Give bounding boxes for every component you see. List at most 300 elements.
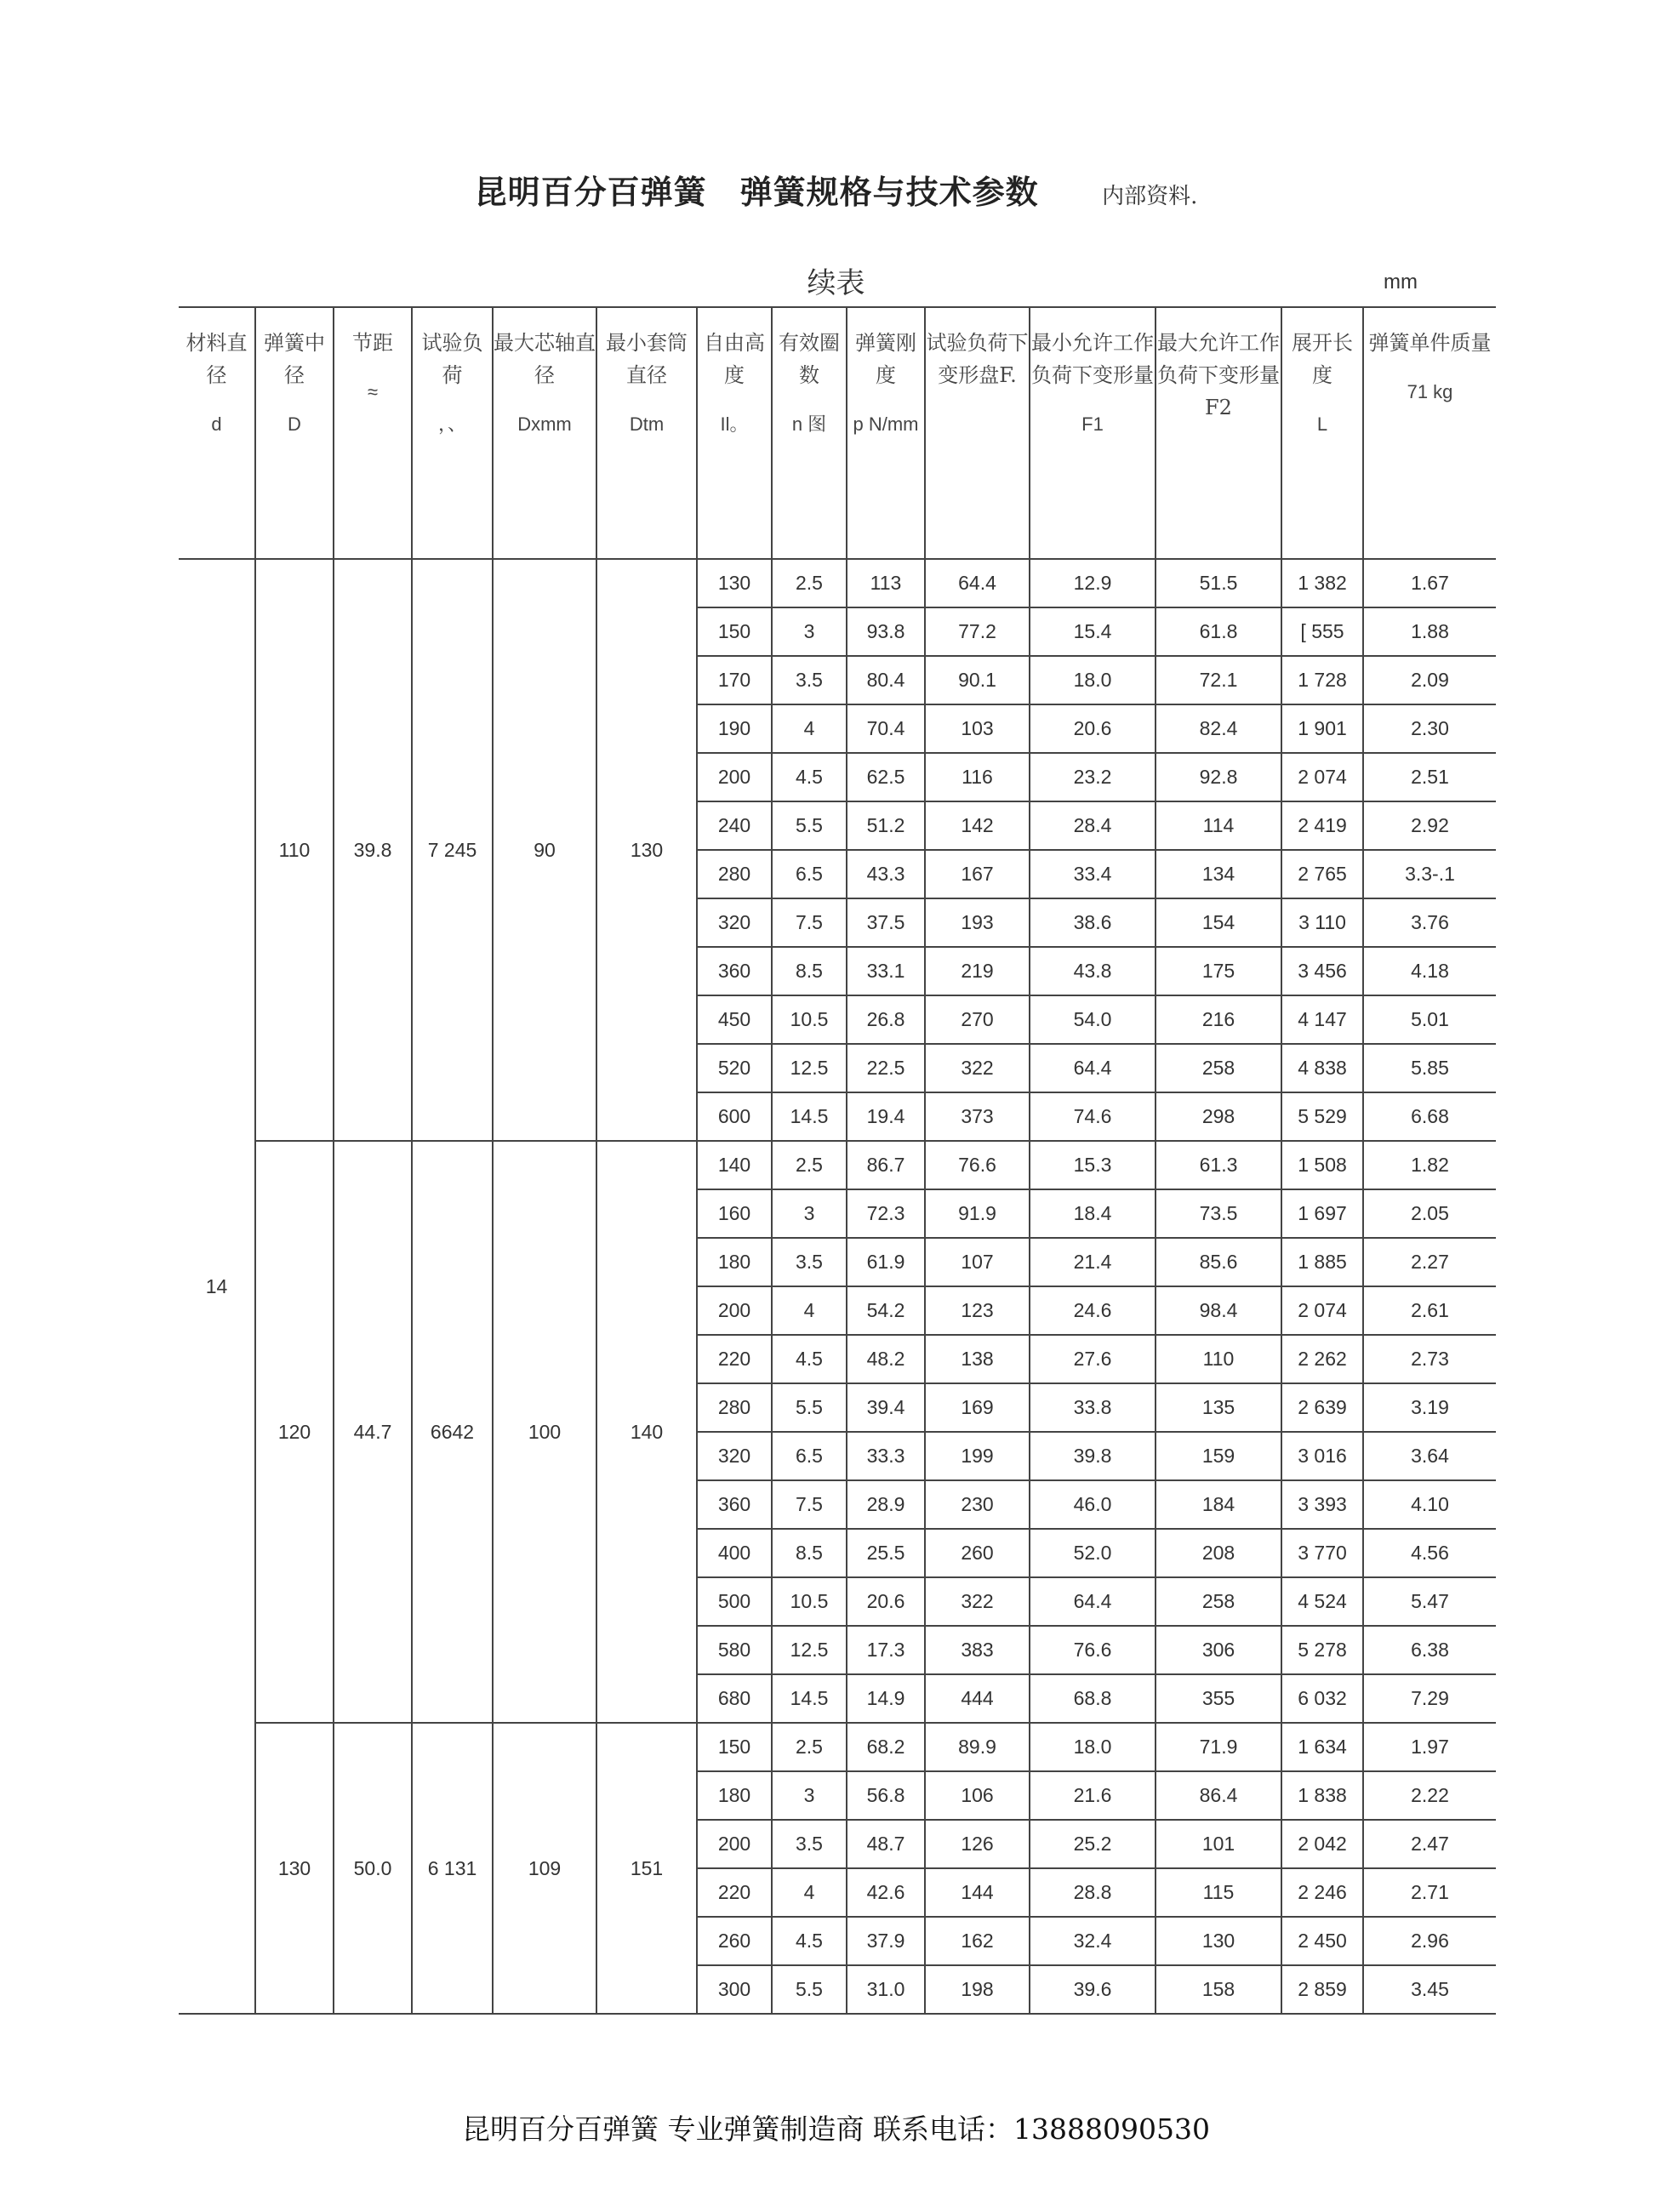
table-cell: 5.5 bbox=[772, 801, 847, 850]
table-cell: 33.8 bbox=[1030, 1383, 1156, 1432]
table-cell: 2 639 bbox=[1281, 1383, 1363, 1432]
table-cell: 90.1 bbox=[925, 656, 1030, 704]
table-cell: 2.05 bbox=[1363, 1189, 1496, 1238]
group-cell-D: 110 bbox=[255, 559, 334, 1141]
table-cell: 2.51 bbox=[1363, 753, 1496, 801]
column-header-symbol: ，、 bbox=[437, 413, 466, 435]
table-cell: 2.61 bbox=[1363, 1286, 1496, 1335]
table-cell: 1.97 bbox=[1363, 1723, 1496, 1771]
table-cell: 31.0 bbox=[847, 1965, 925, 2014]
table-cell: 1.82 bbox=[1363, 1141, 1496, 1189]
table-cell: 86.4 bbox=[1156, 1771, 1281, 1820]
table-cell: 68.8 bbox=[1030, 1674, 1156, 1723]
column-header-label: 最小套筒直径 bbox=[606, 331, 688, 387]
table-cell: 3 110 bbox=[1281, 898, 1363, 947]
table-cell: 98.4 bbox=[1156, 1286, 1281, 1335]
table-cell: 2 042 bbox=[1281, 1820, 1363, 1868]
column-header bbox=[925, 307, 1030, 559]
table-cell: 26.8 bbox=[847, 995, 925, 1044]
table-cell: 33.1 bbox=[847, 947, 925, 995]
table-cell: 3 bbox=[772, 607, 847, 656]
table-cell: 184 bbox=[1156, 1480, 1281, 1529]
table-cell: 110 bbox=[1156, 1335, 1281, 1383]
table-row bbox=[179, 1141, 1496, 1189]
table-cell: 355 bbox=[1156, 1674, 1281, 1723]
table-cell: 39.8 bbox=[1030, 1432, 1156, 1480]
table-cell: 1 697 bbox=[1281, 1189, 1363, 1238]
table-cell: 43.3 bbox=[847, 850, 925, 898]
table-cell: 2.5 bbox=[772, 559, 847, 607]
table-cell: 2.27 bbox=[1363, 1238, 1496, 1286]
table-cell: 175 bbox=[1156, 947, 1281, 995]
table-cell: 2 262 bbox=[1281, 1335, 1363, 1383]
table-cell: 322 bbox=[925, 1577, 1030, 1626]
table-cell: 444 bbox=[925, 1674, 1030, 1723]
table-cell: 10.5 bbox=[772, 1577, 847, 1626]
table-cell: 2.47 bbox=[1363, 1820, 1496, 1868]
table-cell: 76.6 bbox=[1030, 1626, 1156, 1674]
table-cell: 320 bbox=[697, 1432, 772, 1480]
table-cell: 180 bbox=[697, 1771, 772, 1820]
table-cell: 360 bbox=[697, 1480, 772, 1529]
column-header bbox=[847, 307, 925, 559]
column-header-symbol: F1 bbox=[1081, 413, 1104, 435]
column-header-label: 材料直径 bbox=[185, 331, 248, 387]
table-cell: 320 bbox=[697, 898, 772, 947]
table-cell: 130 bbox=[697, 559, 772, 607]
table-cell: 3 bbox=[772, 1771, 847, 1820]
table-cell: 23.2 bbox=[1030, 753, 1156, 801]
column-header-symbol: Dxmm bbox=[517, 413, 572, 435]
table-cell: 37.9 bbox=[847, 1917, 925, 1965]
table-cell: 114 bbox=[1156, 801, 1281, 850]
column-header bbox=[1363, 307, 1496, 559]
column-header-label: 试验负荷 bbox=[421, 331, 483, 387]
group-cell-load: 6 131 bbox=[412, 1723, 493, 2014]
column-header-label: 弹簧中径 bbox=[264, 331, 325, 387]
table-cell: 580 bbox=[697, 1626, 772, 1674]
table-cell: 208 bbox=[1156, 1529, 1281, 1577]
spec-table bbox=[179, 306, 1496, 2015]
table-cell: 54.0 bbox=[1030, 995, 1156, 1044]
table-cell: 51.2 bbox=[847, 801, 925, 850]
table-cell: 70.4 bbox=[847, 704, 925, 753]
table-cell: 1 508 bbox=[1281, 1141, 1363, 1189]
table-cell: 158 bbox=[1156, 1965, 1281, 2014]
table-cell: 159 bbox=[1156, 1432, 1281, 1480]
table-cell: 18.0 bbox=[1030, 1723, 1156, 1771]
table-cell: 2 450 bbox=[1281, 1917, 1363, 1965]
table-cell: 170 bbox=[697, 656, 772, 704]
column-header-symbol: D bbox=[288, 413, 301, 435]
table-cell: 107 bbox=[925, 1238, 1030, 1286]
table-cell: 4 838 bbox=[1281, 1044, 1363, 1092]
table-cell: 3 016 bbox=[1281, 1432, 1363, 1480]
table-cell: 4.10 bbox=[1363, 1480, 1496, 1529]
table-cell: 2.30 bbox=[1363, 704, 1496, 753]
table-cell: 199 bbox=[925, 1432, 1030, 1480]
table-cell: 190 bbox=[697, 704, 772, 753]
table-cell: 260 bbox=[697, 1917, 772, 1965]
table-cell: 5 278 bbox=[1281, 1626, 1363, 1674]
table-cell: 72.3 bbox=[847, 1189, 925, 1238]
table-cell: 25.2 bbox=[1030, 1820, 1156, 1868]
table-cell: 62.5 bbox=[847, 753, 925, 801]
table-cell: 37.5 bbox=[847, 898, 925, 947]
table-cell: 32.4 bbox=[1030, 1917, 1156, 1965]
column-header-label: 自由高度 bbox=[704, 331, 765, 387]
table-cell: 162 bbox=[925, 1917, 1030, 1965]
table-cell: 4.56 bbox=[1363, 1529, 1496, 1577]
table-cell: 4 524 bbox=[1281, 1577, 1363, 1626]
group-cell-D: 120 bbox=[255, 1141, 334, 1723]
column-header bbox=[1281, 307, 1363, 559]
table-cell: 219 bbox=[925, 947, 1030, 995]
table-cell: 220 bbox=[697, 1868, 772, 1917]
column-header-label: 弹簧刚度 bbox=[855, 331, 916, 387]
table-cell: 39.6 bbox=[1030, 1965, 1156, 2014]
table-cell: 12.5 bbox=[772, 1044, 847, 1092]
column-header bbox=[334, 307, 412, 559]
group-cell-pitch: 39.8 bbox=[334, 559, 412, 1141]
table-cell: 19.4 bbox=[847, 1092, 925, 1141]
column-header-symbol: Dtm bbox=[629, 413, 665, 435]
table-cell: 135 bbox=[1156, 1383, 1281, 1432]
table-cell: 74.6 bbox=[1030, 1092, 1156, 1141]
column-header bbox=[493, 307, 596, 559]
table-cell: 73.5 bbox=[1156, 1189, 1281, 1238]
table-cell: 400 bbox=[697, 1529, 772, 1577]
table-cell: 138 bbox=[925, 1335, 1030, 1383]
column-header-symbol: Il。 bbox=[720, 413, 749, 435]
table-cell: 3 456 bbox=[1281, 947, 1363, 995]
table-cell: 116 bbox=[925, 753, 1030, 801]
table-cell: 5.5 bbox=[772, 1965, 847, 2014]
table-cell: 198 bbox=[925, 1965, 1030, 2014]
table-cell: 2.09 bbox=[1363, 656, 1496, 704]
title-text: 昆明百分百弹簧 弹簧规格与技术参数 bbox=[474, 173, 1039, 211]
table-cell: 4.5 bbox=[772, 753, 847, 801]
column-header bbox=[255, 307, 334, 559]
table-cell: 1 382 bbox=[1281, 559, 1363, 607]
column-header-symbol: 71 kg bbox=[1407, 381, 1453, 402]
table-cell: 7.5 bbox=[772, 1480, 847, 1529]
table-cell: 220 bbox=[697, 1335, 772, 1383]
table-cell: 2 074 bbox=[1281, 1286, 1363, 1335]
column-header-label: 最大芯轴直径 bbox=[494, 331, 596, 387]
table-cell: 86.7 bbox=[847, 1141, 925, 1189]
table-cell: 85.6 bbox=[1156, 1238, 1281, 1286]
material-diameter-cell: 14 bbox=[179, 559, 255, 2014]
table-cell: 126 bbox=[925, 1820, 1030, 1868]
table-cell: 93.8 bbox=[847, 607, 925, 656]
table-cell: 150 bbox=[697, 607, 772, 656]
table-cell: 1 728 bbox=[1281, 656, 1363, 704]
table-cell: 48.2 bbox=[847, 1335, 925, 1383]
table-cell: 33.4 bbox=[1030, 850, 1156, 898]
table-cell: 258 bbox=[1156, 1577, 1281, 1626]
table-cell: 18.4 bbox=[1030, 1189, 1156, 1238]
table-cell: 2.96 bbox=[1363, 1917, 1496, 1965]
table-cell: 5.47 bbox=[1363, 1577, 1496, 1626]
table-cell: 6.5 bbox=[772, 850, 847, 898]
continued-label: 续表 bbox=[807, 266, 865, 300]
table-cell: 3.19 bbox=[1363, 1383, 1496, 1432]
table-cell: 3 393 bbox=[1281, 1480, 1363, 1529]
table-cell: 27.6 bbox=[1030, 1335, 1156, 1383]
table-cell: 2.92 bbox=[1363, 801, 1496, 850]
table-cell: 3.5 bbox=[772, 1238, 847, 1286]
table-cell: 52.0 bbox=[1030, 1529, 1156, 1577]
table-cell: 80.4 bbox=[847, 656, 925, 704]
table-cell: 4.18 bbox=[1363, 947, 1496, 995]
table-cell: 1.67 bbox=[1363, 559, 1496, 607]
table-cell: 2.5 bbox=[772, 1723, 847, 1771]
page-title bbox=[0, 166, 1672, 213]
footer-contact: 昆明百分百弹簧 专业弹簧制造商 联系电话：13888090530 bbox=[462, 2112, 1210, 2146]
table-cell: 5.5 bbox=[772, 1383, 847, 1432]
table-cell: 64.4 bbox=[925, 559, 1030, 607]
table-cell: 1 885 bbox=[1281, 1238, 1363, 1286]
table-cell: 3.76 bbox=[1363, 898, 1496, 947]
table-cell: 270 bbox=[925, 995, 1030, 1044]
table-cell: 216 bbox=[1156, 995, 1281, 1044]
table-cell: 154 bbox=[1156, 898, 1281, 947]
table-cell: 322 bbox=[925, 1044, 1030, 1092]
table-cell: 46.0 bbox=[1030, 1480, 1156, 1529]
table-cell: 300 bbox=[697, 1965, 772, 2014]
table-cell: 130 bbox=[1156, 1917, 1281, 1965]
table-cell: 51.5 bbox=[1156, 559, 1281, 607]
table-cell: 2.22 bbox=[1363, 1771, 1496, 1820]
table-cell: 15.4 bbox=[1030, 607, 1156, 656]
table-cell: 240 bbox=[697, 801, 772, 850]
table-cell: 123 bbox=[925, 1286, 1030, 1335]
table-cell: 4.5 bbox=[772, 1335, 847, 1383]
table-cell: 56.8 bbox=[847, 1771, 925, 1820]
column-header-label: 展开长度 bbox=[1292, 331, 1353, 387]
table-cell: 180 bbox=[697, 1238, 772, 1286]
table-cell: 14.5 bbox=[772, 1674, 847, 1723]
table-cell: 64.4 bbox=[1030, 1044, 1156, 1092]
column-header bbox=[412, 307, 493, 559]
table-cell: 3 770 bbox=[1281, 1529, 1363, 1577]
table-cell: 3 bbox=[772, 1189, 847, 1238]
group-cell-load: 6642 bbox=[412, 1141, 493, 1723]
table-cell: 20.6 bbox=[1030, 704, 1156, 753]
table-cell: 3.5 bbox=[772, 656, 847, 704]
table-cell: 5.01 bbox=[1363, 995, 1496, 1044]
column-header bbox=[179, 307, 255, 559]
table-cell: 6.38 bbox=[1363, 1626, 1496, 1674]
group-cell-pitch: 50.0 bbox=[334, 1723, 412, 2014]
table-cell: 200 bbox=[697, 1820, 772, 1868]
column-header-symbol: n 图 bbox=[791, 413, 827, 435]
group-cell-dx: 100 bbox=[493, 1141, 596, 1723]
table-cell: 115 bbox=[1156, 1868, 1281, 1917]
table-cell: 3.45 bbox=[1363, 1965, 1496, 2014]
table-row bbox=[179, 1723, 1496, 1771]
table-cell: 61.3 bbox=[1156, 1141, 1281, 1189]
table-cell: 21.4 bbox=[1030, 1238, 1156, 1286]
table-cell: 7.29 bbox=[1363, 1674, 1496, 1723]
internal-note: 内部资料. bbox=[1102, 184, 1198, 209]
table-cell: 91.9 bbox=[925, 1189, 1030, 1238]
group-cell-dt: 130 bbox=[596, 559, 697, 1141]
table-cell: 21.6 bbox=[1030, 1771, 1156, 1820]
group-cell-dt: 151 bbox=[596, 1723, 697, 2014]
table-cell: 82.4 bbox=[1156, 704, 1281, 753]
group-cell-pitch: 44.7 bbox=[334, 1141, 412, 1723]
column-header bbox=[596, 307, 697, 559]
table-cell: 5.85 bbox=[1363, 1044, 1496, 1092]
table-cell: 14.9 bbox=[847, 1674, 925, 1723]
table-cell: 280 bbox=[697, 850, 772, 898]
column-header-label: 最大允许工作负荷下变形量F2 bbox=[1157, 331, 1280, 419]
column-header-label: 弹簧单件质量 bbox=[1368, 331, 1492, 355]
table-cell: 2 074 bbox=[1281, 753, 1363, 801]
table-cell: 383 bbox=[925, 1626, 1030, 1674]
table-cell: 33.3 bbox=[847, 1432, 925, 1480]
table-cell: 3.64 bbox=[1363, 1432, 1496, 1480]
table-cell: 48.7 bbox=[847, 1820, 925, 1868]
table-cell: 4 bbox=[772, 704, 847, 753]
table-row bbox=[179, 559, 1496, 607]
table-cell: 6.5 bbox=[772, 1432, 847, 1480]
table-cell: 142 bbox=[925, 801, 1030, 850]
table-cell: 1 901 bbox=[1281, 704, 1363, 753]
table-cell: 1.88 bbox=[1363, 607, 1496, 656]
column-header-symbol: p N/mm bbox=[853, 413, 919, 435]
table-cell: 260 bbox=[925, 1529, 1030, 1577]
table-cell: 520 bbox=[697, 1044, 772, 1092]
table-cell: 230 bbox=[925, 1480, 1030, 1529]
table-cell: 7.5 bbox=[772, 898, 847, 947]
table-cell: 193 bbox=[925, 898, 1030, 947]
table-cell: 2 246 bbox=[1281, 1868, 1363, 1917]
table-cell: 28.4 bbox=[1030, 801, 1156, 850]
table-cell: 6 032 bbox=[1281, 1674, 1363, 1723]
table-cell: [ 555 bbox=[1281, 607, 1363, 656]
table-cell: 160 bbox=[697, 1189, 772, 1238]
table-cell: 1 838 bbox=[1281, 1771, 1363, 1820]
table-cell: 2.5 bbox=[772, 1141, 847, 1189]
unit-label: mm bbox=[1384, 271, 1418, 294]
column-header-label: 有效圈数 bbox=[779, 331, 840, 387]
column-header bbox=[697, 307, 772, 559]
table-cell: 15.3 bbox=[1030, 1141, 1156, 1189]
table-cell: 10.5 bbox=[772, 995, 847, 1044]
table-cell: 8.5 bbox=[772, 947, 847, 995]
column-header-label: 最小允许工作负荷下变形量 bbox=[1031, 331, 1154, 387]
table-cell: 258 bbox=[1156, 1044, 1281, 1092]
column-header-label: 试验负荷下变形盘F. bbox=[926, 331, 1029, 387]
group-cell-D: 130 bbox=[255, 1723, 334, 2014]
table-cell: 5 529 bbox=[1281, 1092, 1363, 1141]
table-cell: 20.6 bbox=[847, 1577, 925, 1626]
column-header-symbol: ≈ bbox=[367, 381, 379, 402]
table-cell: 14.5 bbox=[772, 1092, 847, 1141]
table-cell: 101 bbox=[1156, 1820, 1281, 1868]
table-cell: 17.3 bbox=[847, 1626, 925, 1674]
table-cell: 8.5 bbox=[772, 1529, 847, 1577]
table-cell: 1 634 bbox=[1281, 1723, 1363, 1771]
table-cell: 38.6 bbox=[1030, 898, 1156, 947]
table-cell: 68.2 bbox=[847, 1723, 925, 1771]
table-cell: 89.9 bbox=[925, 1723, 1030, 1771]
table-cell: 144 bbox=[925, 1868, 1030, 1917]
table-cell: 43.8 bbox=[1030, 947, 1156, 995]
table-cell: 280 bbox=[697, 1383, 772, 1432]
table-cell: 25.5 bbox=[847, 1529, 925, 1577]
table-cell: 71.9 bbox=[1156, 1723, 1281, 1771]
table-cell: 2 765 bbox=[1281, 850, 1363, 898]
table-cell: 61.8 bbox=[1156, 607, 1281, 656]
table-cell: 200 bbox=[697, 753, 772, 801]
table-cell: 12.9 bbox=[1030, 559, 1156, 607]
table-cell: 4.5 bbox=[772, 1917, 847, 1965]
table-cell: 76.6 bbox=[925, 1141, 1030, 1189]
table-cell: 42.6 bbox=[847, 1868, 925, 1917]
table-cell: 6.68 bbox=[1363, 1092, 1496, 1141]
table-cell: 77.2 bbox=[925, 607, 1030, 656]
table-cell: 3.3-.1 bbox=[1363, 850, 1496, 898]
table-cell: 18.0 bbox=[1030, 656, 1156, 704]
table-cell: 24.6 bbox=[1030, 1286, 1156, 1335]
table-cell: 72.1 bbox=[1156, 656, 1281, 704]
column-header bbox=[1156, 307, 1281, 559]
table-cell: 500 bbox=[697, 1577, 772, 1626]
table-cell: 2.73 bbox=[1363, 1335, 1496, 1383]
table-cell: 298 bbox=[1156, 1092, 1281, 1141]
table-cell: 4 147 bbox=[1281, 995, 1363, 1044]
table-cell: 12.5 bbox=[772, 1626, 847, 1674]
group-cell-load: 7 245 bbox=[412, 559, 493, 1141]
table-cell: 3.5 bbox=[772, 1820, 847, 1868]
column-header-symbol: d bbox=[211, 413, 222, 435]
table-cell: 106 bbox=[925, 1771, 1030, 1820]
column-header bbox=[1030, 307, 1156, 559]
table-cell: 4 bbox=[772, 1868, 847, 1917]
table-cell: 450 bbox=[697, 995, 772, 1044]
group-cell-dx: 109 bbox=[493, 1723, 596, 2014]
table-cell: 28.8 bbox=[1030, 1868, 1156, 1917]
table-cell: 4 bbox=[772, 1286, 847, 1335]
column-header-symbol: L bbox=[1316, 413, 1328, 435]
group-cell-dx: 90 bbox=[493, 559, 596, 1141]
table-cell: 22.5 bbox=[847, 1044, 925, 1092]
table-cell: 61.9 bbox=[847, 1238, 925, 1286]
table-cell: 680 bbox=[697, 1674, 772, 1723]
table-cell: 39.4 bbox=[847, 1383, 925, 1432]
table-cell: 200 bbox=[697, 1286, 772, 1335]
table-cell: 64.4 bbox=[1030, 1577, 1156, 1626]
table-cell: 2.71 bbox=[1363, 1868, 1496, 1917]
table-cell: 167 bbox=[925, 850, 1030, 898]
table-cell: 140 bbox=[697, 1141, 772, 1189]
table-cell: 92.8 bbox=[1156, 753, 1281, 801]
table-cell: 113 bbox=[847, 559, 925, 607]
table-cell: 28.9 bbox=[847, 1480, 925, 1529]
table-cell: 103 bbox=[925, 704, 1030, 753]
table-cell: 360 bbox=[697, 947, 772, 995]
table-cell: 306 bbox=[1156, 1626, 1281, 1674]
table-cell: 150 bbox=[697, 1723, 772, 1771]
table-cell: 169 bbox=[925, 1383, 1030, 1432]
table-cell: 373 bbox=[925, 1092, 1030, 1141]
group-cell-dt: 140 bbox=[596, 1141, 697, 1723]
column-header bbox=[772, 307, 847, 559]
